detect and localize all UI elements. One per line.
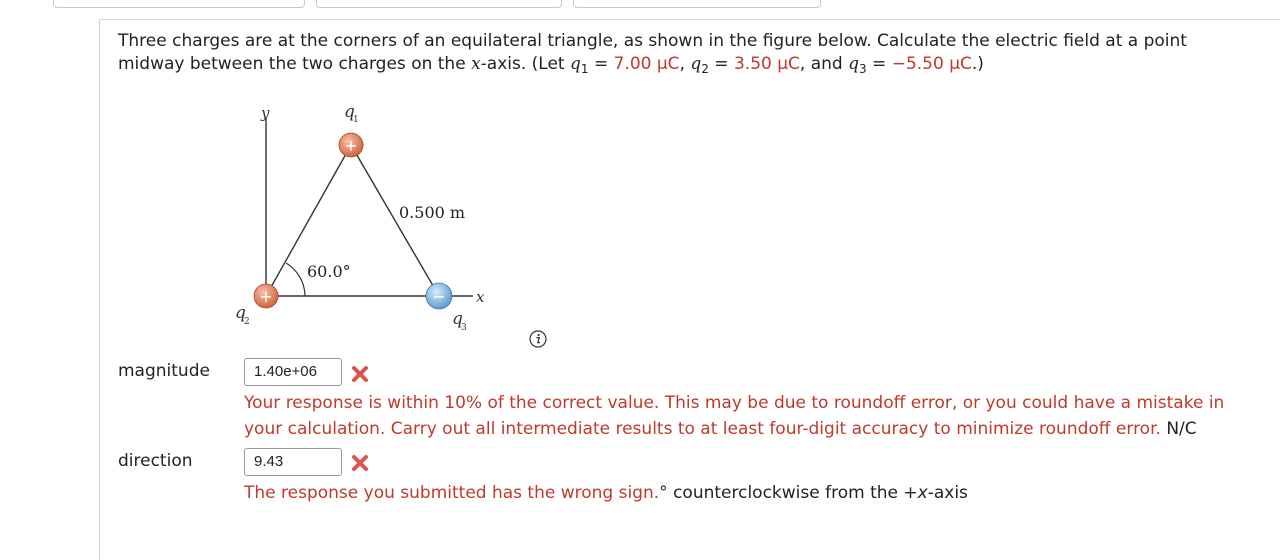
q1-sign: + [344, 136, 358, 155]
direction-unit-suffix: -axis [927, 483, 968, 503]
top-tab-2[interactable] [316, 0, 562, 8]
direction-feedback [244, 480, 1254, 506]
charge-q1 [339, 133, 363, 157]
q3-symbol: q [848, 54, 860, 74]
q2-label: q [235, 303, 246, 323]
charge-q2 [254, 284, 278, 308]
incorrect-x-icon [350, 364, 370, 384]
prompt-text-mid: -axis. (Let [480, 54, 571, 74]
top-tab-1[interactable] [53, 0, 305, 8]
q1-value: 7.00 μC [613, 54, 680, 74]
x-axis-var: x [471, 54, 481, 74]
q2-label-sub: 2 [244, 317, 250, 327]
q2-symbol: q [690, 54, 702, 74]
q2-value: 3.50 μC [733, 54, 800, 74]
q1-equals: = [588, 54, 614, 74]
triangle-figure [225, 100, 495, 340]
separator-2: , and [799, 54, 849, 74]
magnitude-feedback [244, 390, 1254, 442]
q2-equals: = [708, 54, 734, 74]
direction-unit-axis: x [917, 483, 928, 503]
magnitude-unit: N/C [1166, 419, 1197, 439]
q3-sign: − [432, 287, 446, 306]
direction-input[interactable]: 9.43 [244, 448, 342, 476]
magnitude-label: magnitude [118, 361, 210, 381]
separator-1: , [679, 54, 691, 74]
q1-label-sub: 1 [353, 115, 359, 125]
direction-label: direction [118, 451, 193, 471]
q2-subscript: 2 [701, 62, 709, 76]
angle-label: 60.0° [307, 262, 351, 281]
side-length-label: 0.500 m [399, 203, 466, 222]
incorrect-x-icon [350, 453, 370, 473]
direction-feedback-text: The response you submitted has the wrong sign. [244, 483, 660, 503]
magnitude-feedback-text: Your response is within 10% of the correct value. This may be due to roundoff error, or you could have a mistake in your calculation. Carry out all intermediate results to at least four-digit accuracy to minimize roundoff error. [244, 393, 1225, 439]
info-icon[interactable] [529, 330, 547, 348]
q3-label-sub: 3 [461, 323, 467, 333]
top-tab-3[interactable] [573, 0, 821, 8]
q3-value: −5.50 μC [891, 54, 972, 74]
prompt-text: Three charges are at the corners of an equilateral triangle, as shown in the figure below. Calculate the electric field at a point midway between the two charges on the [118, 31, 1187, 74]
magnitude-input[interactable]: 1.40e+06 [244, 358, 342, 386]
charge-q3 [426, 283, 452, 309]
direction-unit-prefix: ° counterclockwise from the + [659, 483, 918, 503]
q3-subscript: 3 [859, 62, 867, 76]
q3-label: q [452, 309, 463, 329]
q1-symbol: q [570, 54, 581, 74]
x-axis-label: x [476, 288, 485, 306]
angle-arc [286, 263, 305, 296]
y-axis-label: y [261, 104, 270, 122]
q2-sign: + [259, 287, 273, 306]
prompt-end: .) [971, 54, 984, 74]
question-prompt [118, 30, 1238, 76]
q1-subscript: 1 [580, 62, 589, 76]
q3-equals: = [866, 54, 892, 74]
q1-label: q [344, 102, 355, 122]
